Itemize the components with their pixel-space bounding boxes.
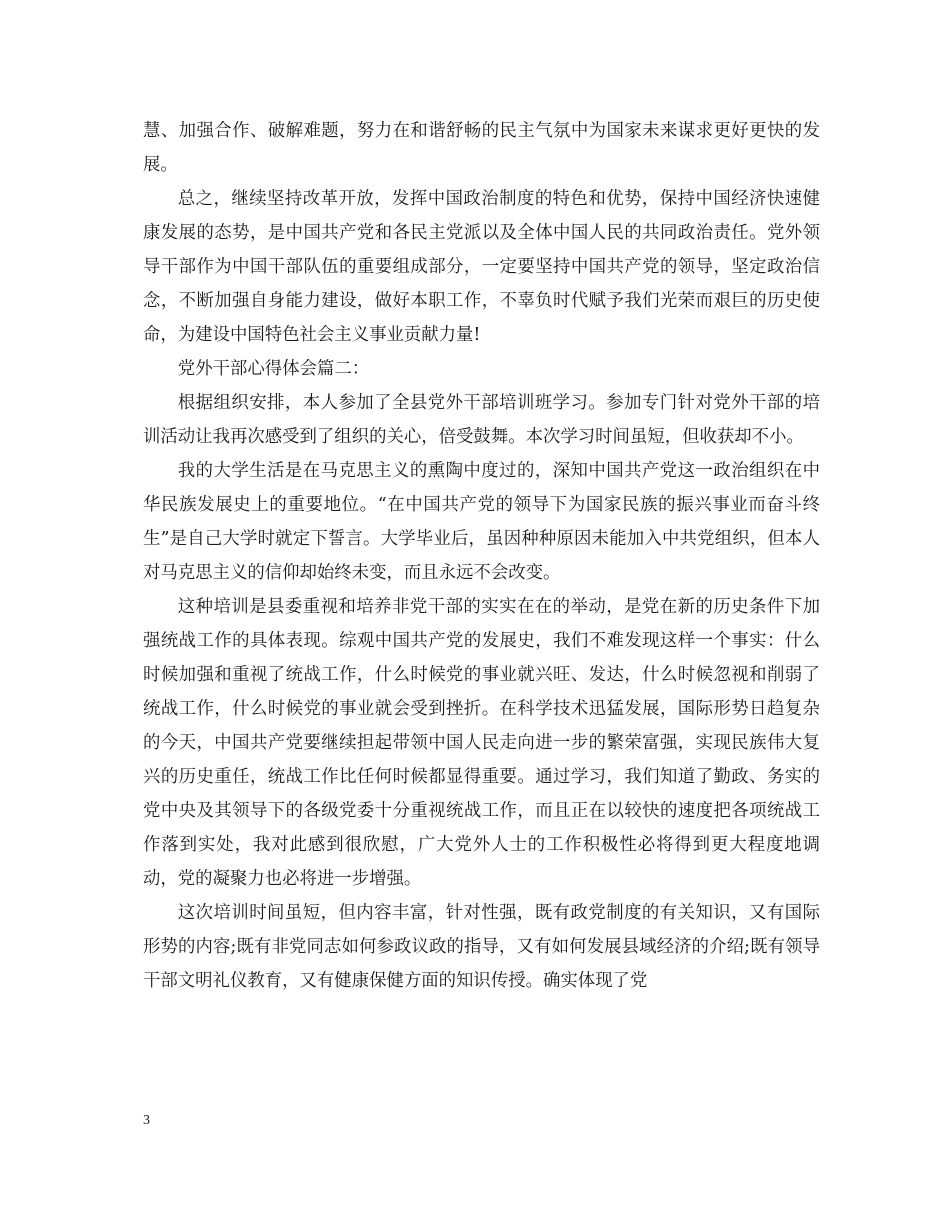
paragraph: 这次培训时间虽短，但内容丰富，针对性强，既有政党制度的有关知识，又有国际形势的内容;既有非党同志如何参政议政的指导，又有如何发展县域经济的介绍;既有领导干部文明礼仪教育，又有健康保健方面的知识传授。确实体现了党 bbox=[143, 903, 820, 991]
paragraph: 总之，继续坚持改革开放，发挥中国政治制度的特色和优势，保持中国经济快速健康发展的态势，是中国共产党和各民主党派以及全体中国人民的共同政治责任。党外领导干部作为中国干部队伍的重要组成部分，一定要坚持中国共产党的领导，坚定政治信念，不断加强自身能力建设，做好本职工作，不辜负时代赋予我们光荣而艰巨的历史使命，为建设中国特色社会主义事业贡献力量! bbox=[143, 189, 820, 345]
paragraph: 这种培训是县委重视和培养非党干部的实实在在的举动，是党在新的历史条件下加强统战工作的具体表现。综观中国共产党的发展史，我们不难发现这样一个事实：什么时候加强和重视了统战工作，什么时候党的事业就兴旺、发达，什么时候忽视和削弱了统战工作，什么时候党的事业就会受到挫折。在科学技术迅猛发展，国际形势日趋复杂的今天，中国共产党要继续担起带领中国人民走向进一步的繁荣富强，实现民族伟大复兴的历史重任，统战工作比任何时候都显得重要。通过学习，我们知道了勤政、务实的党中央及其领导下的各级党委十分重视统战工作，而且正在以较快的速度把各项统战工作落到实处，我对此感到很欣慰，广大党外人士的工作积极性必将得到更大程度地调动，党的凝聚力也必将进一步增强。 bbox=[143, 597, 820, 889]
paragraph: 慧、加强合作、破解难题，努力在和谐舒畅的民主气氛中为国家未来谋求更好更快的发展。 bbox=[143, 121, 820, 175]
section-heading: 党外干部心得体会篇二： bbox=[177, 359, 370, 379]
paragraph: 我的大学生活是在马克思主义的熏陶中度过的，深知中国共产党这一政治组织在中华民族发展史上的重要地位。“在中国共产党的领导下为国家民族的振兴事业而奋斗终生”是自己大学时就定下誓言。大学毕业后，虽因种种原因未能加入中共党组织，但本人对马克思主义的信仰却始终未变，而且永远不会改变。 bbox=[143, 461, 820, 583]
page-number: 3 bbox=[143, 1113, 150, 1128]
document-body bbox=[143, 114, 820, 998]
paragraph: 根据组织安排，本人参加了全县党外干部培训班学习。参加专门针对党外干部的培训活动让我再次感受到了组织的关心，倍受鼓舞。本次学习时间虽短，但收获却不小。 bbox=[143, 393, 820, 447]
